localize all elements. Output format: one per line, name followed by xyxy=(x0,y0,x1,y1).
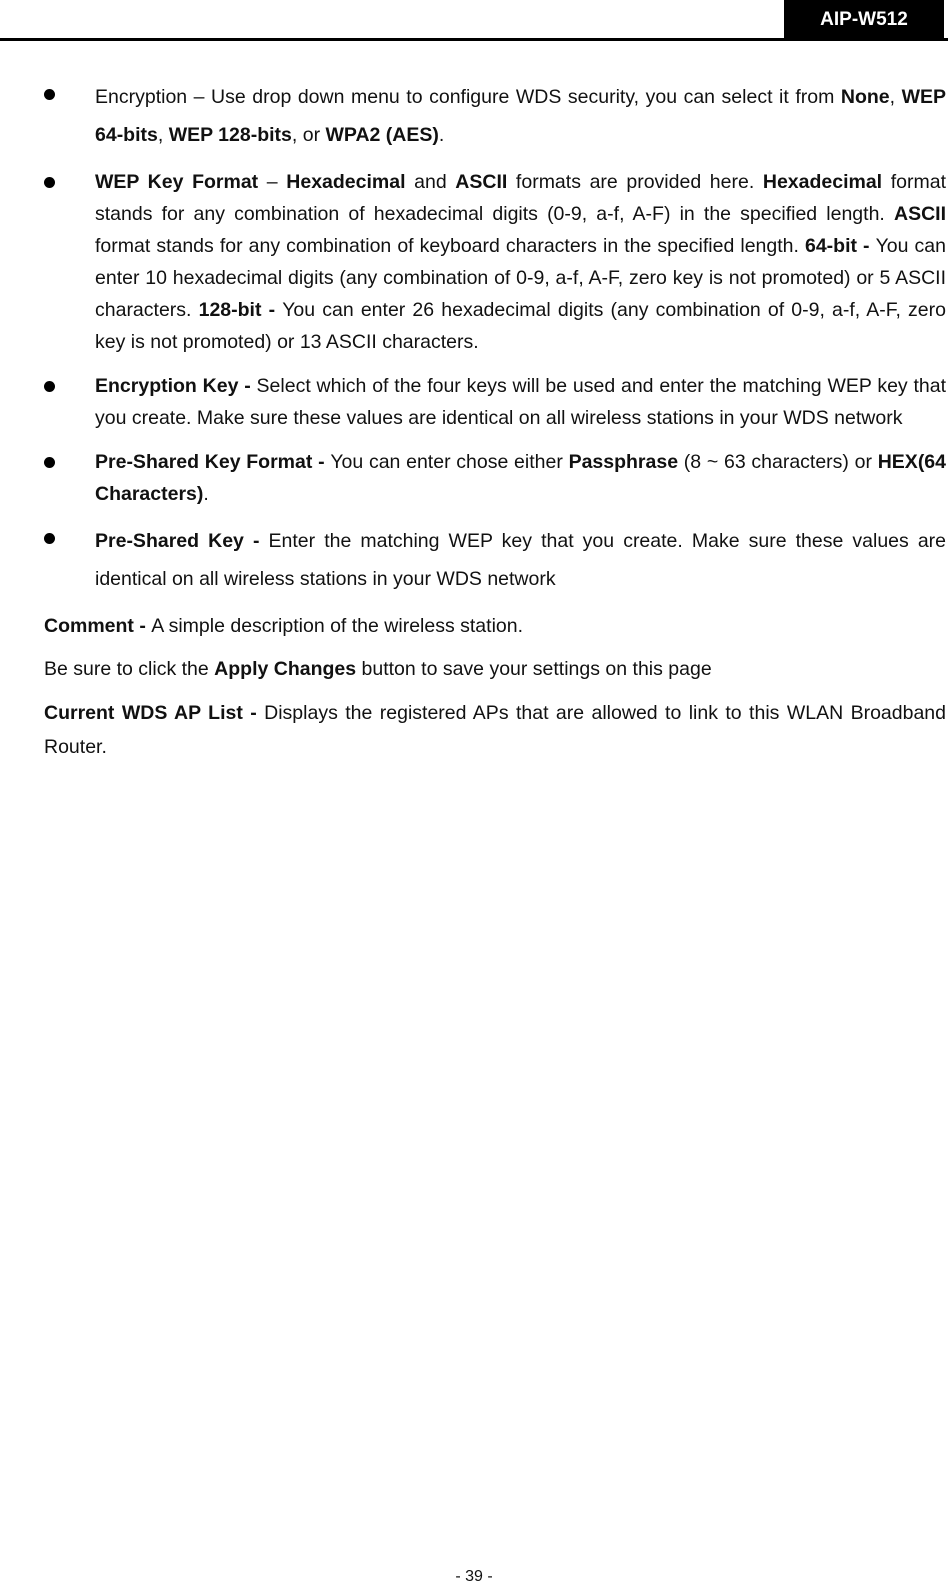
bullet-dot-icon xyxy=(44,533,55,544)
bullet-dot-icon xyxy=(44,381,55,392)
bullet-encryption-key: Encryption Key - Select which of the four keys will be used and enter the matching WEP key that you create. Make sure these values are identical on all wireless stations in your WDS network xyxy=(44,370,946,434)
model-badge: AIP-W512 xyxy=(784,0,944,40)
bullet-dot-icon xyxy=(44,457,55,468)
wds-ap-list-paragraph: Current WDS AP List - Displays the registered APs that are allowed to link to this WLAN Broadband Router. xyxy=(44,702,946,758)
bullet-dot-icon xyxy=(44,89,55,100)
bullet-dot-icon xyxy=(44,177,55,188)
bullet-psk-format: Pre-Shared Key Format - You can enter chose either Passphrase (8 ~ 63 characters) or HEX(64 Characters). xyxy=(44,446,946,510)
comment-paragraph: Comment - A simple description of the wireless station. xyxy=(44,615,524,637)
apply-changes-paragraph: Be sure to click the Apply Changes button to save your settings on this page xyxy=(44,658,712,680)
bullet-wep-key-format: WEP Key Format – Hexadecimal and ASCII formats are provided here. Hexadecimal format stands for any combination of hexadecimal digits (0-9, a-f, A-F) in the specified length. ASCII format stands for any combination of keyboard characters in the specified length. 64-bit - You can enter 10 hexadecimal digits (any combination of 0-9, a-f, A-F, zero key is not promoted) or 5 ASCII characters. 128-bit - You can enter 26 hexadecimal digits (any combination of 0-9, a-f, A-F, zero key is not promoted) or 13 ASCII characters. xyxy=(44,166,946,358)
page-number: - 39 - xyxy=(455,1568,493,1585)
bullet-encryption: Encryption – Use drop down menu to configure WDS security, you can select it from None, WEP 64-bits, WEP 128-bits, or WPA2 (AES). xyxy=(44,78,946,154)
bullet-psk: Pre-Shared Key - Enter the matching WEP key that you create. Make sure these values are identical on all wireless stations in your WDS network xyxy=(44,522,946,598)
document-body xyxy=(44,78,946,775)
